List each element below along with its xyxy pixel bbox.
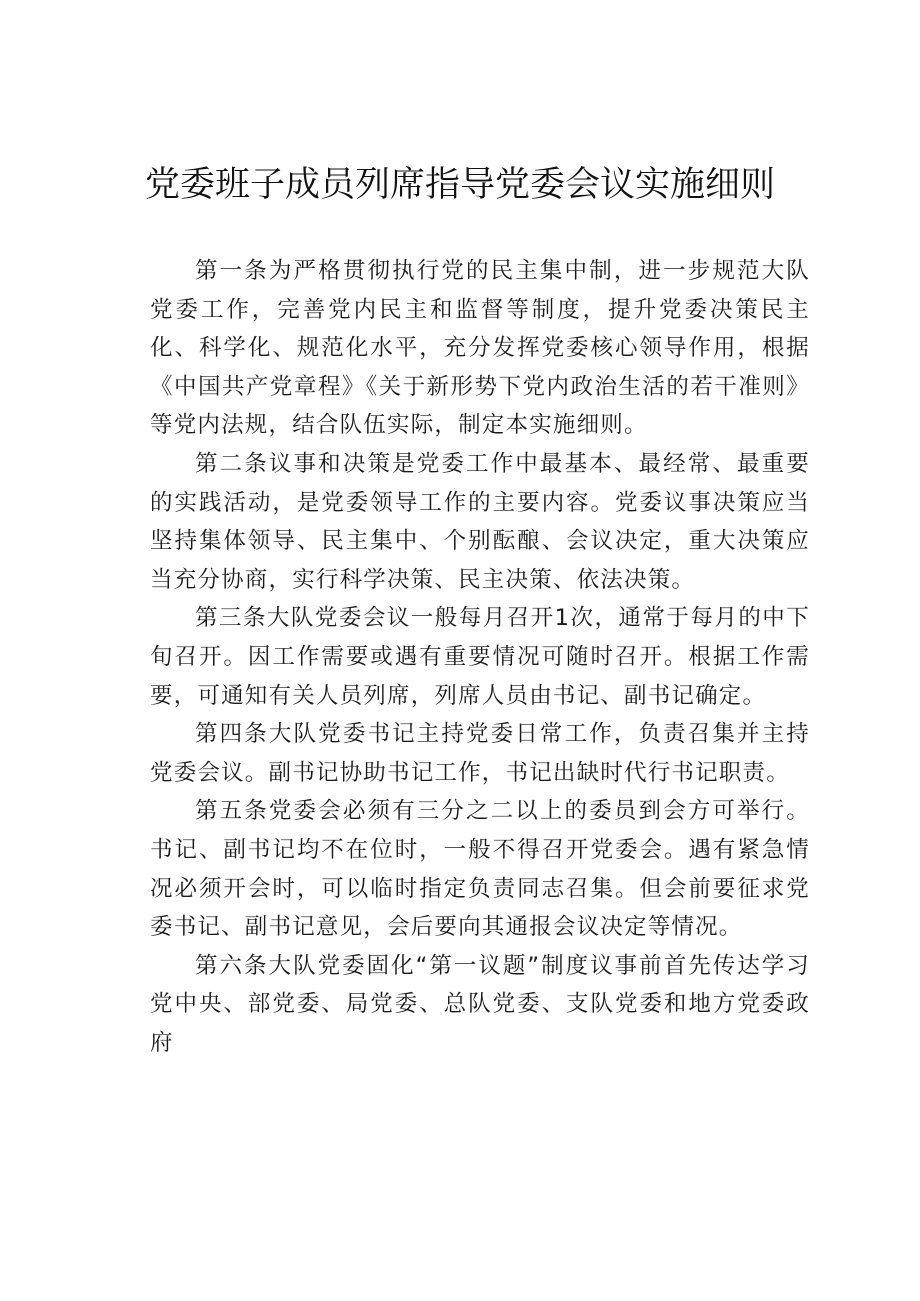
article-3-paragraph: 第三条大队党委会议一般每月召开1次，通常于每月的中下旬召开。因工作需要或遇有重要情况可随时召开。根据工作需要，可通知有关人员列席，列席人员由书记、副书记确定。	[150, 605, 810, 709]
document-title: 党委班子成员列席指导党委会议实施细则	[144, 165, 775, 205]
article-6-paragraph: 第六条大队党委固化“第一议题”制度议事前首先传达学习党中央、部党委、局党委、总队党委、支队党委和地方党委政府	[150, 952, 810, 1056]
article-5-paragraph: 第五条党委会必须有三分之二以上的委员到会方可举行。书记、副书记均不在位时，一般不得召开党委会。遇有紧急情况必须开会时，可以临时指定负责同志召集。但会前要征求党委书记、副书记意见，会后要向其通报会议决定等情况。	[150, 798, 810, 941]
article-2-paragraph: 第二条议事和决策是党委工作中最基本、最经常、最重要的实践活动，是党委领导工作的主要内容。党委议事决策应当坚持集体领导、民主集中、个别酝酿、会议决定，重大决策应当充分协商，实行科学决策、民主决策、依法决策。	[150, 450, 810, 593]
article-1-paragraph: 第一条为严格贯彻执行党的民主集中制，进一步规范大队党委工作，完善党内民主和监督等制度，提升党委决策民主化、科学化、规范化水平，充分发挥党委核心领导作用，根据《中国共产党章程》《关于新形势下党内政治生活的若干准则》等党内法规，结合队伍实际，制定本实施细则。	[150, 258, 810, 439]
document-body	[150, 252, 810, 1062]
article-4-paragraph: 第四条大队党委书记主持党委日常工作，负责召集并主持党委会议。副书记协助书记工作，书记出缺时代行书记职责。	[150, 721, 810, 786]
